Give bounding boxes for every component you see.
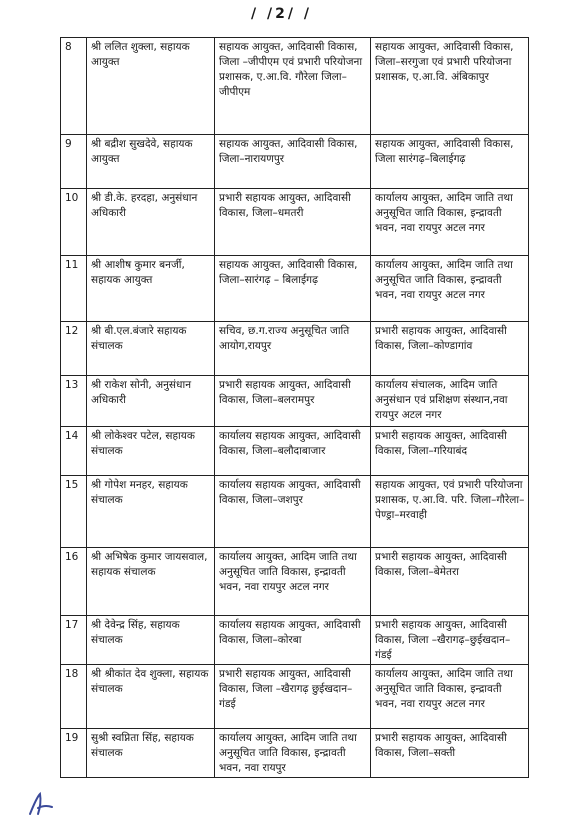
current-posting: सहायक आयुक्त, आदिवासी विकास, जिला–सारंगढ़ – बिलाईगढ़ [215, 256, 371, 322]
new-posting: कार्यालय आयुक्त, आदिम जाति तथा अनुसूचित जाति विकास, इन्द्रावती भवन, नवा रायपुर अटल नगर [371, 665, 529, 729]
officer-name: श्री ललित शुक्ला, सहायक आयुक्त [87, 38, 215, 135]
officer-name: श्री बी.एल.बंजारे सहायक संचालक [87, 322, 215, 376]
serial-number: 9 [61, 135, 87, 189]
officer-name: श्री गोपेश मनहर, सहायक संचालक [87, 476, 215, 548]
table-body [61, 38, 529, 778]
new-posting: सहायक आयुक्त, आदिवासी विकास, जिला सारंगढ़–बिलाईगढ़ [371, 135, 529, 189]
serial-number: 11 [61, 256, 87, 322]
table-row [61, 376, 529, 427]
table-row [61, 476, 529, 548]
new-posting: प्रभारी सहायक आयुक्त, आदिवासी विकास, जिला–गरियाबंद [371, 427, 529, 476]
new-posting: प्रभारी सहायक आयुक्त, आदिवासी विकास, जिला–सक्ती [371, 729, 529, 778]
serial-number: 19 [61, 729, 87, 778]
officer-name: श्री श्रीकांत देव शुक्ला, सहायक संचालक [87, 665, 215, 729]
new-posting: प्रभारी सहायक आयुक्त, आदिवासी विकास, जिला –खैरागढ़–छुईखदान– गंडई [371, 616, 529, 665]
serial-number: 15 [61, 476, 87, 548]
serial-number: 18 [61, 665, 87, 729]
current-posting: कार्यालय सहायक आयुक्त, आदिवासी विकास, जिला–जशपुर [215, 476, 371, 548]
table-row [61, 38, 529, 135]
table-row [61, 729, 529, 778]
new-posting: कार्यालय संचालक, आदिम जाति अनुसंधान एवं प्रशिक्षण संस्थान,नवा रायपुर अटल नगर [371, 376, 529, 427]
new-posting: प्रभारी सहायक आयुक्त, आदिवासी विकास, जिला–बेमेतरा [371, 548, 529, 616]
table-row [61, 665, 529, 729]
page-number: / /2/ / [251, 6, 312, 22]
officer-name: श्री अभिषेक कुमार जायसवाल, सहायक संचालक [87, 548, 215, 616]
current-posting: कार्यालय आयुक्त, आदिम जाति तथा अनुसूचित जाति विकास, इन्द्रावती भवन, नवा रायपुर अटल नगर [215, 548, 371, 616]
table-row [61, 256, 529, 322]
current-posting: सहायक आयुक्त, आदिवासी विकास, जिला –जीपीएम एवं प्रभारी परियोजना प्रशासक, ए.आ.वि. गौरेला जिला–जीपीएम [215, 38, 371, 135]
table-row [61, 322, 529, 376]
officer-name: श्री लोकेश्वर पटेल, सहायक संचालक [87, 427, 215, 476]
new-posting: प्रभारी सहायक आयुक्त, आदिवासी विकास, जिला–कोण्डागांव [371, 322, 529, 376]
officer-name: श्री बद्रीश सुखदेवे, सहायक आयुक्त [87, 135, 215, 189]
table-row [61, 189, 529, 256]
table-row [61, 135, 529, 189]
officer-name: श्री आशीष कुमार बनर्जी, सहायक आयुक्त [87, 256, 215, 322]
new-posting: सहायक आयुक्त, एवं प्रभारी परियोजना प्रशासक, ए.आ.वि. परि. जिला–गौरेला–पेण्ड्रा–मरवाही [371, 476, 529, 548]
signature-mark [26, 790, 56, 818]
table-row [61, 548, 529, 616]
current-posting: कार्यालय सहायक आयुक्त, आदिवासी विकास, जिला–कोरबा [215, 616, 371, 665]
new-posting: सहायक आयुक्त, आदिवासी विकास, जिला–सरगुजा एवं प्रभारी परियोजना प्रशासक, ए.आ.वि. अंबिकापुर [371, 38, 529, 135]
officer-name: श्री देवेन्द्र सिंह, सहायक संचालक [87, 616, 215, 665]
table-row [61, 616, 529, 665]
officer-name: सुश्री स्वप्निता सिंह, सहायक संचालक [87, 729, 215, 778]
serial-number: 17 [61, 616, 87, 665]
current-posting: प्रभारी सहायक आयुक्त, आदिवासी विकास, जिला–धमतरी [215, 189, 371, 256]
serial-number: 14 [61, 427, 87, 476]
current-posting: सचिव, छ.ग.राज्य अनुसूचित जाति आयोग,रायपुर [215, 322, 371, 376]
serial-number: 13 [61, 376, 87, 427]
officer-name: श्री राकेश सोनी, अनुसंधान अधिकारी [87, 376, 215, 427]
current-posting: सहायक आयुक्त, आदिवासी विकास, जिला–नारायणपुर [215, 135, 371, 189]
new-posting: कार्यालय आयुक्त, आदिम जाति तथा अनुसूचित जाति विकास, इन्द्रावती भवन, नवा रायपुर अटल नगर [371, 256, 529, 322]
transfer-order-table [60, 37, 529, 778]
current-posting: प्रभारी सहायक आयुक्त, आदिवासी विकास, जिला –खैरागढ़ छुईखदान–गंडई [215, 665, 371, 729]
current-posting: कार्यालय आयुक्त, आदिम जाति तथा अनुसूचित जाति विकास, इन्द्रावती भवन, नवा रायपुर [215, 729, 371, 778]
table-row [61, 427, 529, 476]
serial-number: 10 [61, 189, 87, 256]
officer-name: श्री डी.के. हरदहा, अनुसंधान अधिकारी [87, 189, 215, 256]
serial-number: 12 [61, 322, 87, 376]
serial-number: 8 [61, 38, 87, 135]
current-posting: प्रभारी सहायक आयुक्त, आदिवासी विकास, जिला–बलरामपुर [215, 376, 371, 427]
current-posting: कार्यालय सहायक आयुक्त, आदिवासी विकास, जिला–बलौदाबाजार [215, 427, 371, 476]
serial-number: 16 [61, 548, 87, 616]
new-posting: कार्यालय आयुक्त, आदिम जाति तथा अनुसूचित जाति विकास, इन्द्रावती भवन, नवा रायपुर अटल नगर [371, 189, 529, 256]
